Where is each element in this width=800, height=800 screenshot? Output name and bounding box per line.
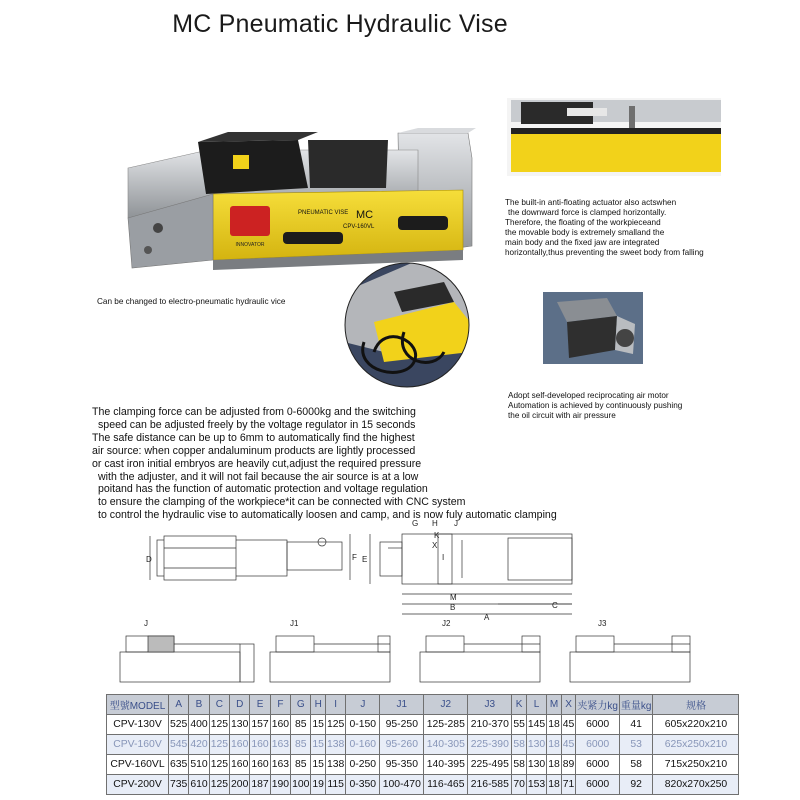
dim-g: G [412,519,419,528]
dim-h: H [432,519,438,528]
col-header: X [561,695,576,715]
col-header: M [547,695,562,715]
mc-label: MC [356,209,374,221]
code-label: CPV-160VL [343,224,375,230]
col-header: J1 [380,695,424,715]
dim-e: E [362,555,368,564]
brand-label: INNOVATOR [235,242,265,248]
col-header: B [189,695,209,715]
col-header: 型號MODEL [107,695,169,715]
air-motor-photo [543,292,643,364]
dim-k: K [434,531,440,540]
col-header: K [512,695,527,715]
dim-j-front: J [144,619,148,628]
electro-pneumatic-photo [344,262,470,388]
dim-j1: J1 [290,619,299,628]
col-header: L [526,695,546,715]
dim-x: X [432,541,438,550]
dim-a: A [484,613,490,622]
col-header: G [291,695,311,715]
dim-j2: J2 [442,619,451,628]
spec-table [106,694,739,795]
col-header: J2 [424,695,468,715]
col-header: D [230,695,250,715]
feature-description: The clamping force can be adjusted from 0-6000kg and the switching speed can be adjusted freely by the voltage regulator in 15 seconds The safe distance can be up to 6mm to automatically find the highest air source: when copper andaluminum products are lightly processed or cast iron initial embryos are heavily cut,adjust the required pressure with the adjuster, and it will not fail because the air source is at a low poitand has the function of automatic protection and voltage regulation to ensure the clamping of the workpiece*it can be connected with CNC system to control the hydraulic vise to automatically loosen and camp, and is now fuly automatic clamping [92,406,557,522]
table-row: CPV-160VL 635 510 125 160 160 163 85 15 138 0-250 95-350 140-395 225-495 58 130 18 89 6000 58 715x250x210 [107,755,739,775]
col-header: 夹紧力kg [576,695,620,715]
dim-i: I [442,553,445,562]
page-title: MC Pneumatic Hydraulic Vise [172,10,508,38]
dim-d: D [146,555,152,564]
dimension-drawing [112,512,692,692]
col-header: 重量kg [619,695,653,715]
dim-m: M [450,593,457,602]
col-header: A [169,695,189,715]
col-header: I [325,695,345,715]
dim-b: B [450,603,456,612]
table-row: CPV-130V 525 400 125 130 157 160 85 15 125 0-150 95-250 125-285 210-370 55 145 18 45 6000 41 605x220x210 [107,715,739,735]
air-motor-caption: Adopt self-developed reciprocating air motor Automation is achieved by continuously pushing the oil circuit with air pressure [508,391,683,420]
col-header: C [209,695,229,715]
electro-caption: Can be changed to electro-pneumatic hydraulic vice [97,297,286,306]
col-header: H [311,695,326,715]
anti-floating-photo [507,98,721,176]
col-header: J3 [468,695,512,715]
col-header: E [250,695,270,715]
model-label: PNEUMATIC VISE [298,210,349,216]
dim-j: J [454,519,458,528]
dim-c: C [552,601,558,610]
dim-j3: J3 [598,619,607,628]
table-row: CPV-200V 735 610 125 200 187 190 100 19 115 0-350 100-470 116-465 216-585 70 153 18 71 6000 92 820x270x250 [107,775,739,795]
col-header: J [346,695,380,715]
dim-f: F [352,553,357,562]
table-row: CPV-160V 545 420 125 160 160 163 85 15 138 0-160 95-260 140-305 225-390 58 130 18 45 6000 53 625x250x210 [107,735,739,755]
anti-floating-caption: The built-in anti-floating actuator also actswhen the downward force is clamped horizontally. Therefore, the floating of the workpieceand the movable body is extremely smalland the main body and the fixed jaw are integrated horizontally,thus preventing the sweet body from falling [505,198,704,257]
col-header: F [270,695,290,715]
table-header-row [107,695,739,715]
col-header: 规格 [653,695,739,715]
